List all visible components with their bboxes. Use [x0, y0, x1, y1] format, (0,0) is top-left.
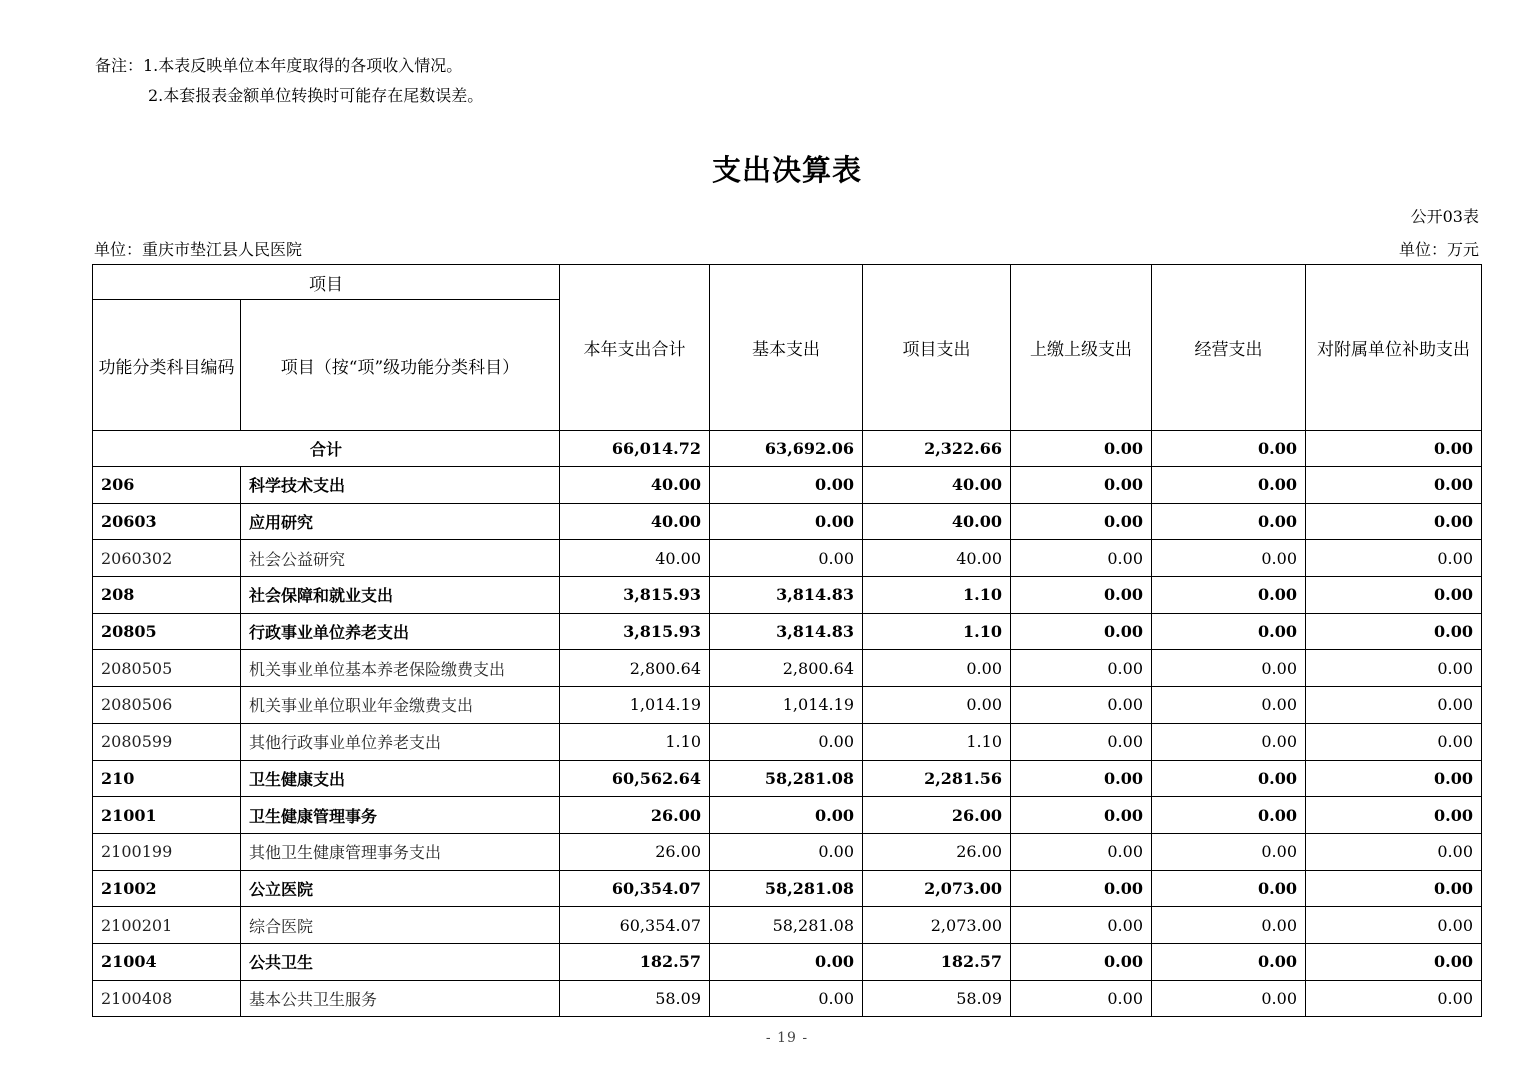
row-value: 0.00 — [1011, 503, 1152, 540]
row-name: 机关事业单位基本养老保险缴费支出 — [241, 650, 560, 687]
row-value: 60,562.64 — [560, 760, 710, 797]
row-value: 0.00 — [1152, 760, 1306, 797]
row-value: 1.10 — [863, 577, 1011, 614]
row-code: 208 — [93, 577, 241, 614]
table-row — [93, 687, 1482, 724]
row-value: 26.00 — [863, 833, 1011, 870]
row-value: 0.00 — [1152, 650, 1306, 687]
row-value: 1.10 — [560, 723, 710, 760]
row-value: 0.00 — [1306, 503, 1482, 540]
row-value: 0.00 — [1011, 467, 1152, 504]
total-row — [93, 431, 1482, 467]
row-value: 58.09 — [863, 980, 1011, 1017]
reporting-unit: 单位：重庆市垫江县人民医院 — [94, 240, 303, 259]
row-value: 0.00 — [1152, 577, 1306, 614]
row-value: 0.00 — [1152, 467, 1306, 504]
row-value: 0.00 — [1306, 907, 1482, 944]
row-name: 卫生健康管理事务 — [241, 797, 560, 834]
row-value: 0.00 — [710, 833, 863, 870]
row-value: 0.00 — [1306, 650, 1482, 687]
expenditure-table — [92, 264, 1482, 1017]
row-value: 0.00 — [1306, 723, 1482, 760]
row-value: 26.00 — [560, 833, 710, 870]
row-value: 1,014.19 — [560, 687, 710, 724]
row-value: 0.00 — [1011, 870, 1152, 907]
row-code: 206 — [93, 467, 241, 504]
table-row — [93, 833, 1482, 870]
row-value: 0.00 — [1152, 723, 1306, 760]
row-value: 3,815.93 — [560, 613, 710, 650]
row-value: 1,014.19 — [710, 687, 863, 724]
row-code: 21004 — [93, 943, 241, 980]
row-code: 2080599 — [93, 723, 241, 760]
row-code: 2080506 — [93, 687, 241, 724]
total-value: 66,014.72 — [560, 431, 710, 467]
row-value: 0.00 — [1152, 503, 1306, 540]
row-value: 0.00 — [1306, 980, 1482, 1017]
row-value: 0.00 — [1011, 833, 1152, 870]
row-value: 0.00 — [1152, 980, 1306, 1017]
total-value: 0.00 — [1152, 431, 1306, 467]
row-value: 60,354.07 — [560, 870, 710, 907]
row-value: 40.00 — [863, 540, 1011, 577]
row-code: 210 — [93, 760, 241, 797]
row-value: 0.00 — [1011, 797, 1152, 834]
row-value: 0.00 — [1152, 943, 1306, 980]
row-value: 0.00 — [1306, 687, 1482, 724]
header-upper: 上缴上级支出 — [1011, 265, 1152, 431]
row-value: 2,073.00 — [863, 907, 1011, 944]
row-value: 0.00 — [1011, 907, 1152, 944]
table-row — [93, 723, 1482, 760]
row-name: 社会保障和就业支出 — [241, 577, 560, 614]
row-value: 0.00 — [1152, 833, 1306, 870]
row-value: 0.00 — [1306, 467, 1482, 504]
row-value: 0.00 — [1011, 943, 1152, 980]
row-value: 0.00 — [1011, 577, 1152, 614]
row-name: 应用研究 — [241, 503, 560, 540]
row-value: 0.00 — [863, 650, 1011, 687]
row-value: 40.00 — [560, 540, 710, 577]
row-value: 40.00 — [560, 503, 710, 540]
currency-unit: 单位：万元 — [1398, 240, 1479, 259]
row-code: 21001 — [93, 797, 241, 834]
table-row — [93, 907, 1482, 944]
row-value: 0.00 — [710, 540, 863, 577]
table-row — [93, 540, 1482, 577]
total-value: 2,322.66 — [863, 431, 1011, 467]
row-code: 2060302 — [93, 540, 241, 577]
page-title: 支出决算表 — [711, 153, 862, 187]
header-code: 功能分类科目编码 — [93, 300, 241, 431]
row-value: 2,800.64 — [560, 650, 710, 687]
table-row — [93, 980, 1482, 1017]
row-name: 卫生健康支出 — [241, 760, 560, 797]
row-value: 26.00 — [863, 797, 1011, 834]
row-code: 20603 — [93, 503, 241, 540]
row-value: 0.00 — [710, 723, 863, 760]
row-value: 0.00 — [1306, 870, 1482, 907]
row-value: 0.00 — [1011, 650, 1152, 687]
row-code: 2100199 — [93, 833, 241, 870]
row-value: 0.00 — [1152, 540, 1306, 577]
row-value: 0.00 — [1011, 723, 1152, 760]
table-row — [93, 650, 1482, 687]
row-name: 公立医院 — [241, 870, 560, 907]
table-row — [93, 760, 1482, 797]
row-value: 0.00 — [863, 687, 1011, 724]
total-label: 合计 — [93, 431, 560, 467]
row-value: 0.00 — [710, 467, 863, 504]
row-value: 40.00 — [560, 467, 710, 504]
row-name: 公共卫生 — [241, 943, 560, 980]
header-total: 本年支出合计 — [560, 265, 710, 431]
row-value: 2,800.64 — [710, 650, 863, 687]
row-value: 0.00 — [1306, 613, 1482, 650]
row-name: 其他行政事业单位养老支出 — [241, 723, 560, 760]
table-row — [93, 870, 1482, 907]
total-value: 63,692.06 — [710, 431, 863, 467]
row-value: 2,281.56 — [863, 760, 1011, 797]
row-value: 0.00 — [1152, 687, 1306, 724]
row-value: 58,281.08 — [710, 760, 863, 797]
table-row — [93, 797, 1482, 834]
row-value: 60,354.07 — [560, 907, 710, 944]
row-value: 182.57 — [560, 943, 710, 980]
row-value: 0.00 — [1306, 760, 1482, 797]
note-line-2: 2.本套报表金额单位转换时可能存在尾数误差。 — [148, 86, 484, 105]
header-name: 项目（按“项”级功能分类科目） — [241, 300, 560, 431]
row-value: 0.00 — [1011, 687, 1152, 724]
row-code: 2080505 — [93, 650, 241, 687]
row-name: 科学技术支出 — [241, 467, 560, 504]
row-value: 0.00 — [1011, 613, 1152, 650]
header-subsidy: 对附属单位补助支出 — [1306, 265, 1482, 431]
note-line-1: 备注：1.本表反映单位本年度取得的各项收入情况。 — [95, 56, 463, 75]
header-operating: 经营支出 — [1152, 265, 1306, 431]
row-code: 2100201 — [93, 907, 241, 944]
header-item: 项目支出 — [863, 265, 1011, 431]
row-value: 0.00 — [1306, 797, 1482, 834]
row-value: 0.00 — [1011, 760, 1152, 797]
row-name: 综合医院 — [241, 907, 560, 944]
row-name: 其他卫生健康管理事务支出 — [241, 833, 560, 870]
row-value: 2,073.00 — [863, 870, 1011, 907]
row-value: 0.00 — [1306, 577, 1482, 614]
row-value: 0.00 — [710, 980, 863, 1017]
total-value: 0.00 — [1011, 431, 1152, 467]
row-value: 0.00 — [1152, 613, 1306, 650]
table-row — [93, 943, 1482, 980]
row-value: 40.00 — [863, 503, 1011, 540]
table-row — [93, 577, 1482, 614]
total-value: 0.00 — [1306, 431, 1482, 467]
row-value: 0.00 — [710, 503, 863, 540]
row-value: 182.57 — [863, 943, 1011, 980]
row-name: 机关事业单位职业年金缴费支出 — [241, 687, 560, 724]
row-value: 3,815.93 — [560, 577, 710, 614]
page-number: - 19 - — [765, 1030, 809, 1046]
row-value: 58,281.08 — [710, 870, 863, 907]
row-code: 20805 — [93, 613, 241, 650]
row-name: 基本公共卫生服务 — [241, 980, 560, 1017]
row-code: 2100408 — [93, 980, 241, 1017]
header-project: 项目 — [93, 265, 560, 300]
row-value: 58,281.08 — [710, 907, 863, 944]
table-row — [93, 613, 1482, 650]
row-name: 行政事业单位养老支出 — [241, 613, 560, 650]
table-number: 公开03表 — [1410, 207, 1479, 226]
table-row — [93, 467, 1482, 504]
row-code: 21002 — [93, 870, 241, 907]
row-value: 3,814.83 — [710, 613, 863, 650]
header-basic: 基本支出 — [710, 265, 863, 431]
row-value: 0.00 — [1152, 797, 1306, 834]
row-value: 0.00 — [1152, 870, 1306, 907]
row-value: 3,814.83 — [710, 577, 863, 614]
row-value: 0.00 — [710, 943, 863, 980]
row-value: 0.00 — [710, 797, 863, 834]
row-value: 1.10 — [863, 613, 1011, 650]
row-value: 0.00 — [1306, 943, 1482, 980]
row-value: 1.10 — [863, 723, 1011, 760]
row-value: 0.00 — [1152, 907, 1306, 944]
row-name: 社会公益研究 — [241, 540, 560, 577]
row-value: 0.00 — [1306, 833, 1482, 870]
row-value: 0.00 — [1011, 540, 1152, 577]
table-row — [93, 503, 1482, 540]
row-value: 0.00 — [1306, 540, 1482, 577]
row-value: 58.09 — [560, 980, 710, 1017]
row-value: 40.00 — [863, 467, 1011, 504]
row-value: 26.00 — [560, 797, 710, 834]
row-value: 0.00 — [1011, 980, 1152, 1017]
